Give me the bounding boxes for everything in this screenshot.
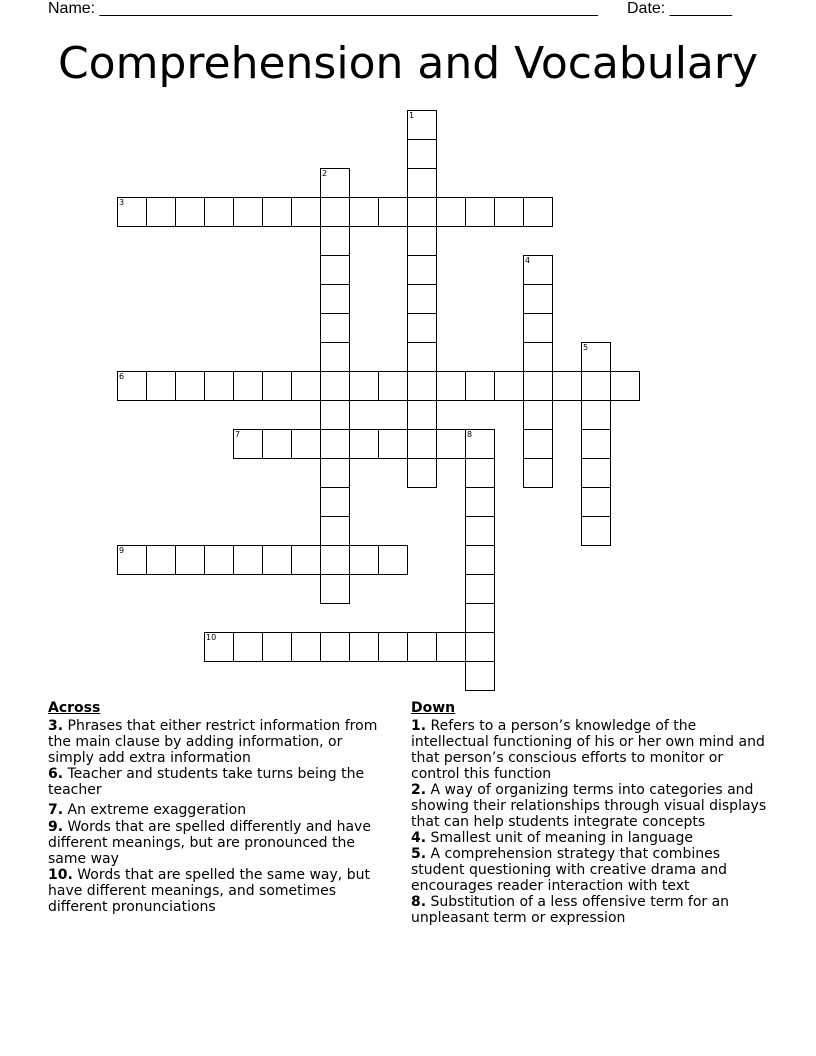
clue-across-3 <box>48 718 388 766</box>
crossword-cell[interactable] <box>465 516 495 546</box>
crossword-cell[interactable] <box>581 516 611 546</box>
crossword-cell[interactable] <box>407 255 437 285</box>
crossword-cell[interactable] <box>320 574 350 604</box>
crossword-cell[interactable] <box>581 429 611 459</box>
crossword-cell[interactable] <box>407 313 437 343</box>
clue-number: 10. <box>48 867 73 883</box>
clue-down-4 <box>411 830 771 846</box>
clue-across-10 <box>48 867 388 915</box>
crossword-cell[interactable] <box>349 429 379 459</box>
crossword-cell[interactable] <box>581 458 611 488</box>
crossword-cell[interactable] <box>465 371 495 401</box>
clue-number-label: 6 <box>119 372 125 381</box>
crossword-cell[interactable] <box>407 342 437 372</box>
crossword-cell[interactable] <box>262 545 292 575</box>
clue-number-label: 7 <box>235 430 241 439</box>
crossword-cell[interactable] <box>407 284 437 314</box>
crossword-cell[interactable] <box>320 313 350 343</box>
clue-number-label: 10 <box>206 633 217 642</box>
crossword-cell[interactable] <box>262 632 292 662</box>
crossword-cell[interactable] <box>436 197 466 227</box>
clue-down-8 <box>411 894 771 926</box>
crossword-cell[interactable] <box>320 400 350 430</box>
clue-text: Phrases that either restrict information from the main clause by adding information, or simply add extra information <box>48 718 378 766</box>
crossword-cell[interactable] <box>291 197 321 227</box>
crossword-cell[interactable] <box>407 168 437 198</box>
crossword-cell[interactable] <box>320 516 350 546</box>
crossword-cell[interactable] <box>320 284 350 314</box>
crossword-cell[interactable] <box>523 458 553 488</box>
across-clues <box>48 700 388 915</box>
crossword-cell[interactable] <box>523 400 553 430</box>
crossword-cell[interactable] <box>581 371 611 401</box>
crossword-cell[interactable] <box>465 632 495 662</box>
crossword-cell[interactable] <box>204 197 234 227</box>
name-field-label: Name: ________________________________________________________ <box>48 0 598 17</box>
clue-number: 4. <box>411 830 427 846</box>
crossword-cell[interactable] <box>407 139 437 169</box>
crossword-cell[interactable] <box>378 429 408 459</box>
crossword-cell[interactable] <box>494 371 524 401</box>
crossword-cell[interactable] <box>320 632 350 662</box>
crossword-cell[interactable] <box>407 632 437 662</box>
clue-across-6 <box>48 766 388 798</box>
crossword-cell[interactable] <box>465 197 495 227</box>
crossword-cell[interactable] <box>320 458 350 488</box>
crossword-cell[interactable] <box>233 429 263 459</box>
clue-down-5 <box>411 846 771 894</box>
crossword-cell[interactable] <box>407 371 437 401</box>
crossword-cell[interactable] <box>407 429 437 459</box>
crossword-cell[interactable] <box>320 342 350 372</box>
crossword-cell[interactable] <box>320 429 350 459</box>
crossword-cell[interactable] <box>349 371 379 401</box>
clue-number-label: 2 <box>322 169 328 178</box>
crossword-cell[interactable] <box>523 313 553 343</box>
clue-text: An extreme exaggeration <box>63 802 247 818</box>
clue-number: 8. <box>411 894 427 910</box>
clue-number: 7. <box>48 802 64 818</box>
crossword-cell[interactable] <box>320 371 350 401</box>
crossword-cell[interactable] <box>146 371 176 401</box>
crossword-cell[interactable] <box>465 487 495 517</box>
crossword-cell[interactable] <box>262 429 292 459</box>
crossword-cell[interactable] <box>117 545 147 575</box>
crossword-cell[interactable] <box>175 197 205 227</box>
crossword-cell[interactable] <box>407 197 437 227</box>
crossword-cell[interactable] <box>436 632 466 662</box>
crossword-cell[interactable] <box>146 545 176 575</box>
clue-text: A way of organizing terms into categories and showing their relationships through visual displays that can help students integrate concepts <box>411 782 767 830</box>
crossword-cell[interactable] <box>262 197 292 227</box>
clue-number: 5. <box>411 846 427 862</box>
crossword-cell[interactable] <box>523 342 553 372</box>
clue-number: 3. <box>48 718 64 734</box>
crossword-cell[interactable] <box>465 429 495 459</box>
page-title: Comprehension and Vocabulary <box>57 38 759 89</box>
crossword-cell[interactable] <box>117 197 147 227</box>
across-heading: Across <box>48 700 101 716</box>
crossword-cell[interactable] <box>291 545 321 575</box>
crossword-cell[interactable] <box>204 632 234 662</box>
crossword-cell[interactable] <box>407 400 437 430</box>
crossword-cell[interactable] <box>204 545 234 575</box>
clue-text: Words that are spelled differently and have different meanings, but are pronounced the same way <box>48 819 371 867</box>
clue-number-label: 8 <box>467 430 473 439</box>
clue-text: A comprehension strategy that combines student questioning with creative drama and encourages reader interaction with text <box>411 846 727 894</box>
crossword-cell[interactable] <box>146 197 176 227</box>
clue-number-label: 9 <box>119 546 125 555</box>
crossword-cell[interactable] <box>320 226 350 256</box>
clue-number: 6. <box>48 766 64 782</box>
crossword-cell[interactable] <box>320 255 350 285</box>
crossword-cell[interactable] <box>581 342 611 372</box>
clue-text: Refers to a person’s knowledge of the intellectual functioning of his or her own mind and that person’s conscious efforts to monitor or control this function <box>411 718 765 782</box>
date-field-label: Date: _______ <box>627 0 732 17</box>
crossword-cell[interactable] <box>523 429 553 459</box>
crossword-cell[interactable] <box>523 197 553 227</box>
crossword-cell[interactable] <box>436 371 466 401</box>
clue-number: 1. <box>411 718 427 734</box>
crossword-cell[interactable] <box>436 429 466 459</box>
crossword-cell[interactable] <box>465 545 495 575</box>
crossword-cell[interactable] <box>407 458 437 488</box>
clue-number-label: 4 <box>525 256 531 265</box>
crossword-cell[interactable] <box>378 632 408 662</box>
clue-text: Teacher and students take turns being the teacher <box>48 766 365 798</box>
crossword-cell[interactable] <box>320 197 350 227</box>
crossword-cell[interactable] <box>262 371 292 401</box>
clue-across-7 <box>48 802 388 818</box>
crossword-cell[interactable] <box>610 371 640 401</box>
clue-number-label: 5 <box>583 343 589 352</box>
crossword-cell[interactable] <box>465 574 495 604</box>
crossword-cell[interactable] <box>494 197 524 227</box>
crossword-cell[interactable] <box>378 197 408 227</box>
crossword-cell[interactable] <box>175 371 205 401</box>
crossword-cell[interactable] <box>523 371 553 401</box>
clue-text: Smallest unit of meaning in language <box>426 830 693 846</box>
crossword-cell[interactable] <box>233 632 263 662</box>
crossword-cell[interactable] <box>552 371 582 401</box>
clue-text: Words that are spelled the same way, but have different meanings, and sometimes different pronunciations <box>48 867 370 915</box>
crossword-cell[interactable] <box>581 487 611 517</box>
clue-down-2 <box>411 782 771 830</box>
crossword-cell[interactable] <box>465 458 495 488</box>
crossword-cell[interactable] <box>349 545 379 575</box>
crossword-cell[interactable] <box>320 168 350 198</box>
crossword-cell[interactable] <box>320 545 350 575</box>
crossword-cell[interactable] <box>291 429 321 459</box>
crossword-cell[interactable] <box>233 545 263 575</box>
crossword-cell[interactable] <box>233 371 263 401</box>
clue-number-label: 1 <box>409 111 415 120</box>
down-heading: Down <box>411 700 456 716</box>
crossword-cell[interactable] <box>291 632 321 662</box>
crossword-cell[interactable] <box>378 371 408 401</box>
clue-across-9 <box>48 819 388 867</box>
crossword-cell[interactable] <box>349 197 379 227</box>
crossword-cell[interactable] <box>233 197 263 227</box>
clue-text: Substitution of a less offensive term for an unpleasant term or expression <box>411 894 730 926</box>
clue-down-1 <box>411 718 771 782</box>
crossword-cell[interactable] <box>407 226 437 256</box>
crossword-cell[interactable] <box>349 632 379 662</box>
crossword-cell[interactable] <box>581 400 611 430</box>
crossword-cell[interactable] <box>407 110 437 140</box>
crossword-cell[interactable] <box>204 371 234 401</box>
crossword-cell[interactable] <box>465 661 495 691</box>
clue-number: 9. <box>48 819 64 835</box>
crossword-cell[interactable] <box>175 545 205 575</box>
down-clues <box>411 700 771 926</box>
clue-number-label: 3 <box>119 198 125 207</box>
crossword-cell[interactable] <box>523 255 553 285</box>
crossword-cell[interactable] <box>378 545 408 575</box>
crossword-cell[interactable] <box>523 284 553 314</box>
crossword-cell[interactable] <box>291 371 321 401</box>
clue-number: 2. <box>411 782 427 798</box>
crossword-cell[interactable] <box>320 487 350 517</box>
crossword-cell[interactable] <box>117 371 147 401</box>
crossword-cell[interactable] <box>465 603 495 633</box>
